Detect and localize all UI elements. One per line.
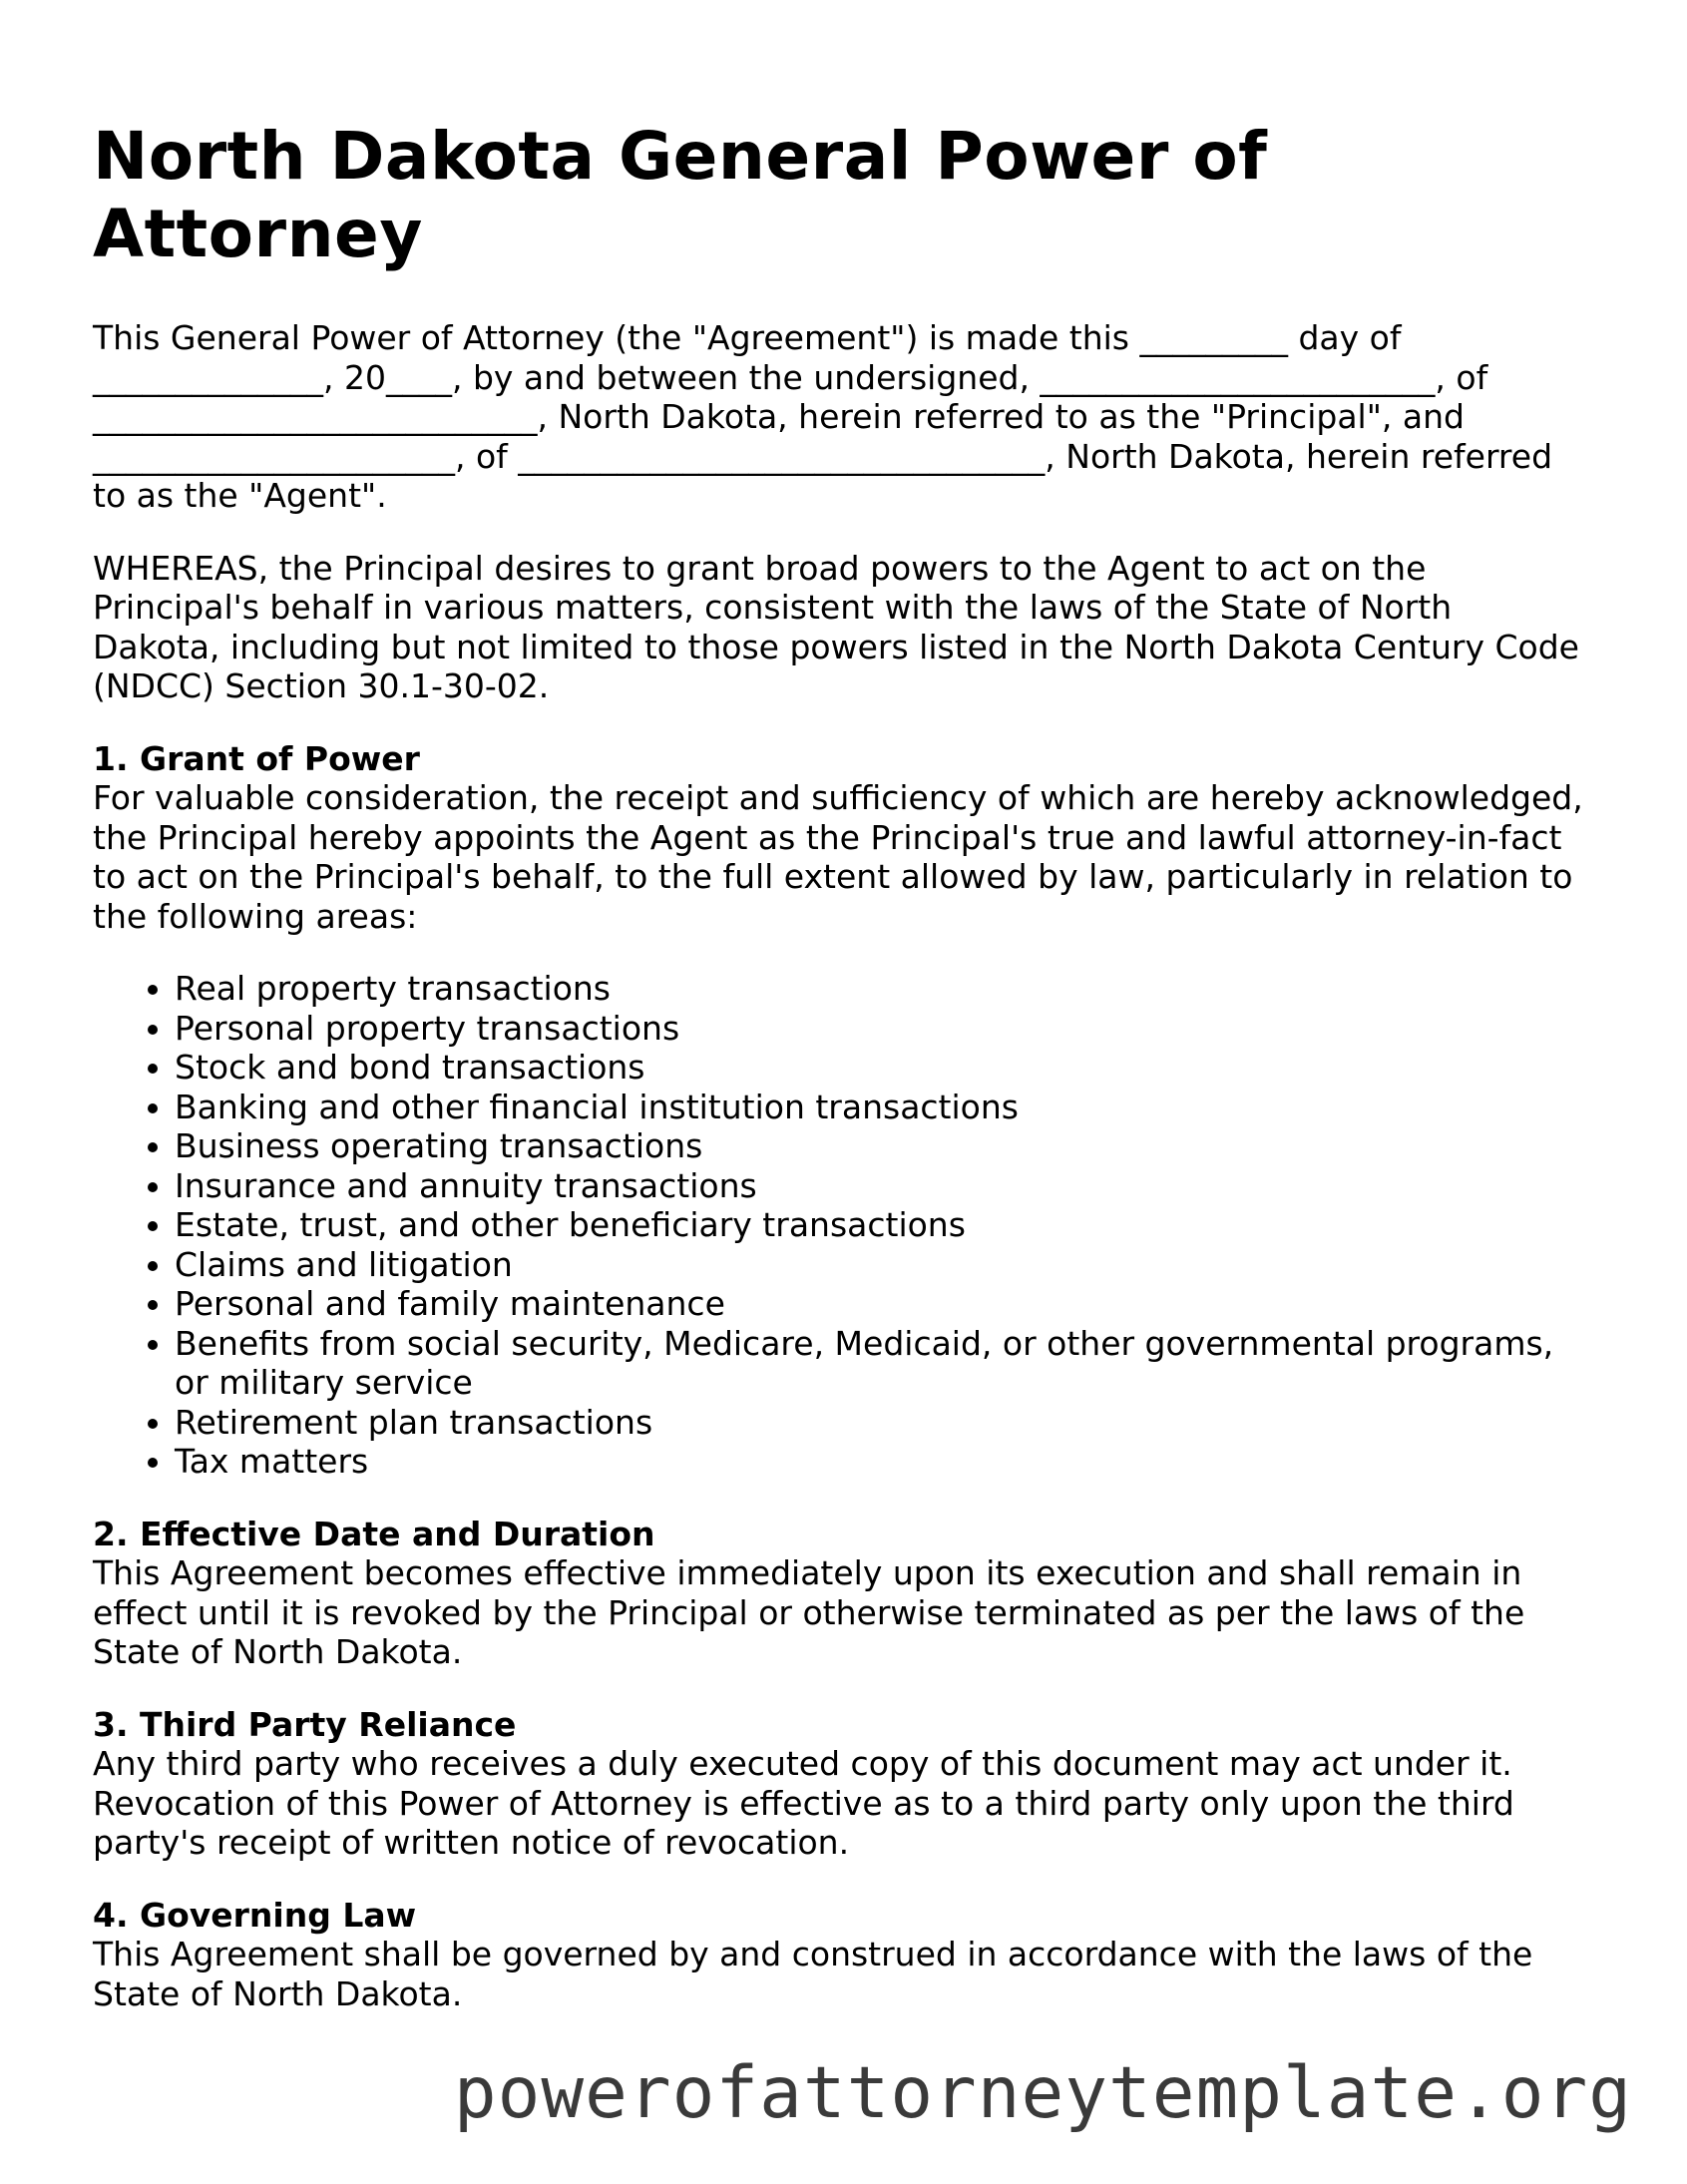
intro-paragraph: This General Power of Attorney (the "Agreement") is made this _________ day of ______________, 20____, by and between the undersigned, ________________________, of ___________________________, North Dakota, herein referred to as the "Principal", and ______________________, of ________________________________, North Dakota, herein referred to as the "Agent". xyxy=(93,318,1553,515)
list-item: • Banking and other financial institution transactions xyxy=(175,1088,1589,1127)
list-item: • Business operating transactions xyxy=(175,1126,1589,1166)
list-item: • Benefits from social security, Medicare, Medicaid, or other governmental programs, or military service xyxy=(175,1324,1589,1403)
document-title: North Dakota General Power of Attorney xyxy=(93,118,1268,272)
list-item: • Real property transactions xyxy=(175,969,1589,1009)
section-third-party-reliance xyxy=(93,1705,1589,1863)
list-item: • Tax matters xyxy=(175,1442,1589,1482)
list-item: • Retirement plan transactions xyxy=(175,1403,1589,1443)
section-governing-law xyxy=(93,1896,1589,2014)
section-heading: 3. Third Party Reliance xyxy=(93,1704,517,1744)
list-item: • Personal and family maintenance xyxy=(175,1284,1589,1324)
list-item: • Stock and bond transactions xyxy=(175,1048,1589,1088)
section-heading: 2. Effective Date and Duration xyxy=(93,1514,655,1553)
section-effective-date xyxy=(93,1515,1589,1672)
document-page xyxy=(93,118,1589,2013)
list-item: • Insurance and annuity transactions xyxy=(175,1166,1589,1206)
section-grant-of-power xyxy=(93,739,1589,1482)
watermark-text: powerofattorneytemplate.org xyxy=(453,2051,1632,2134)
section-body: Any third party who receives a duly executed copy of this document may act under it. Revocation of this Power of Attorney is effective as to a third party only upon the third party's receipt of written notice of revocation. xyxy=(93,1744,1514,1862)
list-item: • Personal property transactions xyxy=(175,1009,1589,1049)
list-item: • Estate, trust, and other beneficiary transactions xyxy=(175,1205,1589,1245)
section-body: This Agreement shall be governed by and construed in accordance with the laws of the State of North Dakota. xyxy=(93,1935,1533,2013)
whereas-paragraph: WHEREAS, the Principal desires to grant broad powers to the Agent to act on the Principal's behalf in various matters, consistent with the laws of the State of North Dakota, including but not limited to those powers listed in the North Dakota Century Code (NDCC) Section 30.1-30-02. xyxy=(93,548,1579,705)
section-body: This Agreement becomes effective immediately upon its execution and shall remain in effect until it is revoked by the Principal or otherwise terminated as per the laws of the State of North Dakota. xyxy=(93,1553,1525,1671)
section-body: For valuable consideration, the receipt and sufficiency of which are hereby acknowledged, the Principal hereby appoints the Agent as the Principal's true and lawful attorney-in-fact to act on the Principal's behalf, to the full extent allowed by law, particularly in relation to the following areas: xyxy=(93,778,1583,936)
list-item: • Claims and litigation xyxy=(175,1245,1589,1285)
powers-list xyxy=(93,969,1589,1482)
section-heading: 1. Grant of Power xyxy=(93,738,420,778)
section-heading: 4. Governing Law xyxy=(93,1895,417,1935)
